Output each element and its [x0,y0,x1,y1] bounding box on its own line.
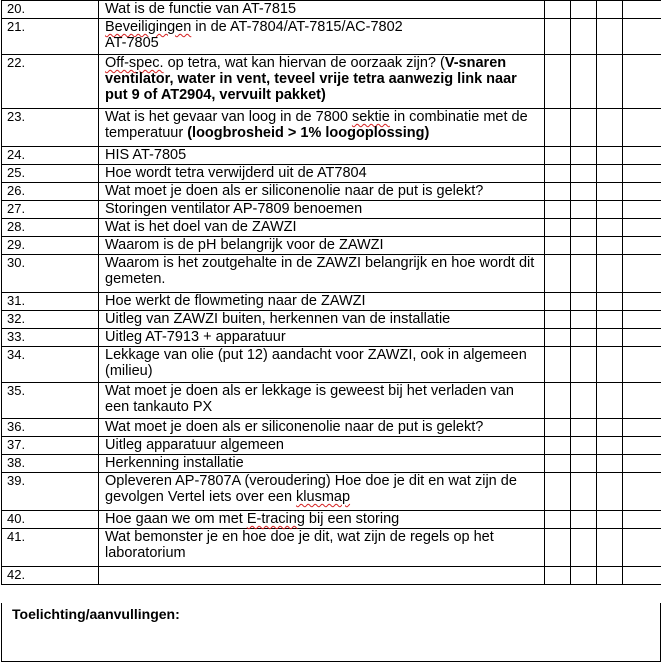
question-text: Wat moet je doen als er siliconenolie naar de put is gelekt? [105,183,484,199]
spellcheck-flagged-text: klusmap [296,489,351,505]
question-cell [99,567,545,585]
check-cell [571,473,597,511]
check-cell [545,383,571,419]
table-row [2,201,661,219]
check-cell [597,311,623,329]
question-text: Wat is het doel van de ZAWZI [105,219,297,235]
check-cell [597,1,623,19]
check-cell [545,311,571,329]
check-cell [571,437,597,455]
check-cell [571,455,597,473]
row-number: 37. [2,437,99,455]
notes-label: Toelichting/aanvullingen: [12,606,180,622]
check-cell [545,293,571,311]
check-cell [597,473,623,511]
question-text: Hoe wordt tetra verwijderd uit de AT7804 [105,165,367,181]
check-cell [571,109,597,147]
table-row [2,237,661,255]
question-text: op tetra, wat kan hiervan de oorzaak zijn? ( [163,55,445,71]
check-cell [571,219,597,237]
question-text: Hoe werkt de flowmeting naar de ZAWZI [105,293,366,309]
question-cell [99,19,545,55]
check-cell [545,455,571,473]
check-cell [623,293,661,311]
table-row [2,529,661,567]
check-cell [623,419,661,437]
check-cell [571,237,597,255]
question-cell [99,201,545,219]
table-row [2,165,661,183]
check-cell [597,567,623,585]
check-cell [571,19,597,55]
row-number: 33. [2,329,99,347]
row-number: 36. [2,419,99,437]
question-cell [99,183,545,201]
question-text: Opleveren AP-7807A (veroudering) Hoe doe je dit en wat zijn de gevolgen Vertel iets over een [105,473,521,505]
question-cell [99,383,545,419]
check-cell [623,347,661,383]
table-row [2,455,661,473]
check-cell [545,567,571,585]
table-row [2,437,661,455]
row-number: 30. [2,255,99,293]
check-cell [571,419,597,437]
question-text: bij een storing [304,511,400,527]
check-cell [545,511,571,529]
table-row [2,183,661,201]
table-row [2,293,661,311]
check-cell [571,383,597,419]
check-cell [545,19,571,55]
question-cell [99,437,545,455]
table-row [2,109,661,147]
check-cell [545,1,571,19]
spellcheck-flagged-text: E-tracing [246,511,305,527]
check-cell [623,311,661,329]
row-number: 21. [2,19,99,55]
check-cell [623,511,661,529]
table-row [2,383,661,419]
check-cell [597,219,623,237]
question-text: Wat is de functie van AT-7815 [105,1,297,17]
check-cell [545,529,571,567]
question-text: Wat moet je doen als er lekkage is geweest bij het verladen van een tankauto PX [105,383,518,415]
question-cell [99,455,545,473]
check-cell [571,165,597,183]
check-cell [597,201,623,219]
question-text: Uitleg van ZAWZI buiten, herkennen van de installatie [105,311,451,327]
check-cell [623,183,661,201]
question-text: Waarom is de pH belangrijk voor de ZAWZI [105,237,384,253]
question-cell [99,219,545,237]
check-cell [597,511,623,529]
table-row [2,419,661,437]
check-cell [597,55,623,109]
check-cell [545,237,571,255]
check-cell [597,19,623,55]
check-cell [597,437,623,455]
row-number: 32. [2,311,99,329]
question-cell [99,109,545,147]
check-cell [571,329,597,347]
check-cell [623,237,661,255]
check-cell [571,529,597,567]
check-cell [571,347,597,383]
check-cell [623,473,661,511]
check-cell [597,183,623,201]
question-text: HIS AT-7805 [105,147,187,163]
spellcheck-flagged-text: sektie [351,109,390,125]
check-cell [623,19,661,55]
check-cell [545,347,571,383]
row-number: 20. [2,1,99,19]
question-text: Uitleg apparatuur algemeen [105,437,284,453]
check-cell [597,419,623,437]
check-cell [571,201,597,219]
question-cell [99,419,545,437]
check-cell [623,455,661,473]
check-cell [597,293,623,311]
check-cell [597,255,623,293]
check-cell [623,255,661,293]
question-cell [99,255,545,293]
check-cell [571,567,597,585]
check-cell [545,147,571,165]
question-text: Hoe gaan we om met [105,511,247,527]
check-cell [571,1,597,19]
table-row [2,147,661,165]
row-number: 39. [2,473,99,511]
row-number: 29. [2,237,99,255]
check-cell [623,165,661,183]
table-row [2,1,661,19]
check-cell [623,383,661,419]
bold-answer-text: V-snaren ventilator, water in vent, teveel vrije tetra aanwezig link naar put 9 of AT2904, vervuilt pakket) [105,55,521,103]
row-number: 27. [2,201,99,219]
table-row [2,19,661,55]
table-row [2,55,661,109]
row-number: 41. [2,529,99,567]
check-cell [571,511,597,529]
check-cell [545,55,571,109]
check-cell [545,165,571,183]
question-cell [99,55,545,109]
checklist-rows [2,1,661,585]
table-row [2,567,661,585]
question-cell [99,1,545,19]
checklist-table [1,0,661,585]
question-cell [99,311,545,329]
check-cell [571,147,597,165]
question-cell [99,511,545,529]
table-row [2,347,661,383]
check-cell [571,311,597,329]
spellcheck-flagged-text: Off-spec. [105,55,164,71]
row-number: 26. [2,183,99,201]
check-cell [571,255,597,293]
check-cell [597,109,623,147]
table-row [2,219,661,237]
check-cell [571,55,597,109]
table-row [2,255,661,293]
check-cell [623,219,661,237]
check-cell [623,55,661,109]
question-text: Wat bemonster je en hoe doe je dit, wat zijn de regels op het laboratorium [105,529,498,561]
check-cell [545,255,571,293]
check-cell [571,183,597,201]
question-cell [99,329,545,347]
question-text: Storingen ventilator AP-7809 benoemen [105,201,363,217]
row-number: 31. [2,293,99,311]
row-number: 25. [2,165,99,183]
check-cell [623,437,661,455]
row-number: 35. [2,383,99,419]
bold-answer-text: (loogbrosheid > 1% loogoplossing) [187,125,430,141]
check-cell [545,329,571,347]
row-number: 34. [2,347,99,383]
row-number: 23. [2,109,99,147]
check-cell [597,383,623,419]
question-text: Uitleg AT-7913 + apparatuur [105,329,286,345]
check-cell [623,529,661,567]
check-cell [545,419,571,437]
question-text: Lekkage van olie (put 12) aandacht voor ZAWZI, ook in algemeen (milieu) [105,347,531,379]
check-cell [545,473,571,511]
check-cell [597,329,623,347]
question-text: Wat is het gevaar van loog in de 7800 [105,109,352,125]
check-cell [597,165,623,183]
table-row [2,311,661,329]
check-cell [597,147,623,165]
question-text: in de AT-7804/AT-7815/AC-7802 AT-7805 [105,19,403,51]
table-row [2,329,661,347]
check-cell [623,147,661,165]
check-cell [623,329,661,347]
check-cell [597,529,623,567]
check-cell [597,237,623,255]
question-text: Herkenning installatie [105,455,244,471]
check-cell [545,219,571,237]
question-text: Wat moet je doen als er siliconenolie naar de put is gelekt? [105,419,484,435]
check-cell [623,109,661,147]
question-cell [99,473,545,511]
question-text: Waarom is het zoutgehalte in de ZAWZI belangrijk en hoe wordt dit gemeten. [105,255,539,287]
row-number: 24. [2,147,99,165]
check-cell [545,109,571,147]
question-cell [99,237,545,255]
question-cell [99,293,545,311]
table-row [2,473,661,511]
check-cell [597,347,623,383]
notes-box [1,603,661,662]
row-number: 42. [2,567,99,585]
table-row [2,511,661,529]
check-cell [597,455,623,473]
check-cell [623,1,661,19]
row-number: 38. [2,455,99,473]
question-cell [99,347,545,383]
row-number: 40. [2,511,99,529]
check-cell [623,201,661,219]
check-cell [545,183,571,201]
question-cell [99,165,545,183]
check-cell [623,567,661,585]
check-cell [571,293,597,311]
check-cell [545,437,571,455]
spellcheck-flagged-text: Beveiligingen [105,19,192,35]
check-cell [545,201,571,219]
row-number: 28. [2,219,99,237]
question-cell [99,147,545,165]
question-cell [99,529,545,567]
question-text: in combinatie met de temperatuur [105,109,532,141]
row-number: 22. [2,55,99,109]
